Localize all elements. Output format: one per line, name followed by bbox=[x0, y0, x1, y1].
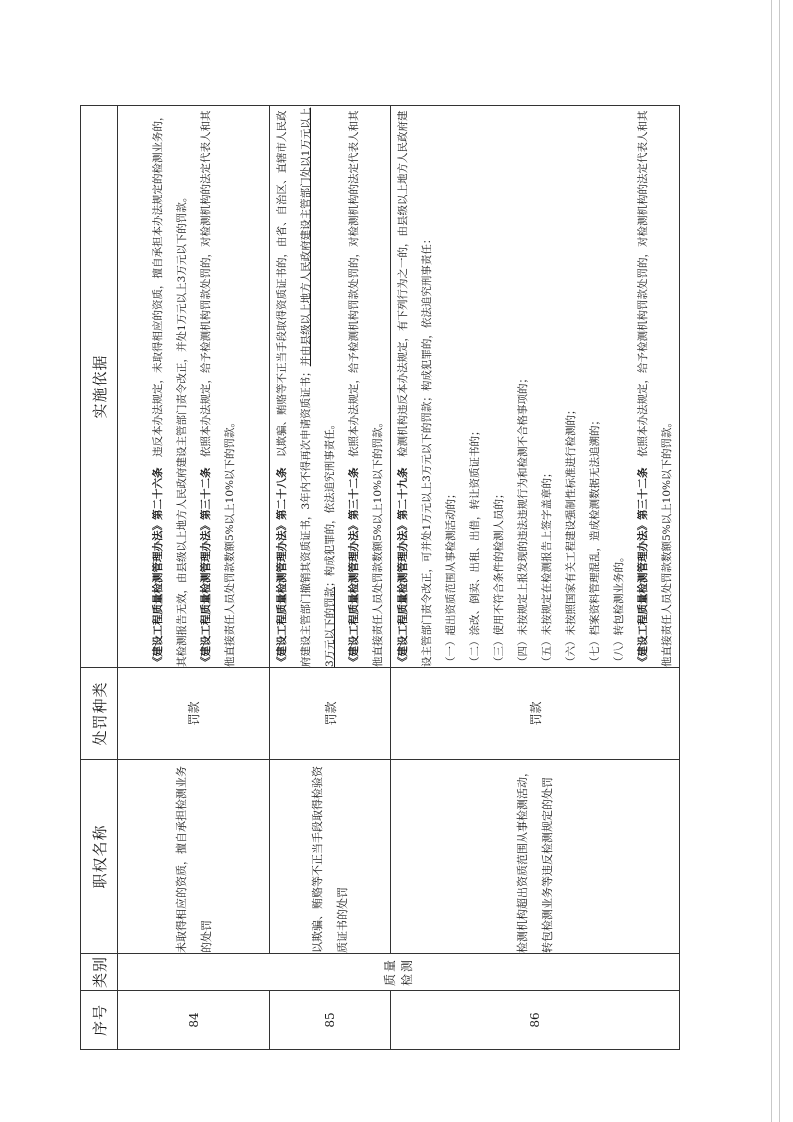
law-citation: 《建设工程质量检测管理办法》第三十二条 bbox=[348, 467, 360, 667]
power-name: 未取得相应的资质，擅自承担检测业务的处罚 bbox=[118, 760, 270, 954]
basis-text: 违反本办法规定，未取得相应的资质，擅自承担本办法规定的检测业务的，其检测报告无效，由县级以上地方人民政府建设主管部门责令改正，并处1万元以上3万元以下的罚款。 bbox=[151, 110, 188, 667]
category-label: 质量检测 bbox=[382, 958, 414, 987]
list-item: （一）超出资质范围从事检测活动的； bbox=[445, 488, 457, 667]
header-category: 类别 bbox=[81, 954, 118, 991]
basis-text: 以欺骗、贿赂等不正当手段取得资质证书的，由省、自治区、直辖市人民政府建设主管部门撤销其资质证书，3年内不得再次申请资质证书； bbox=[276, 110, 312, 667]
header-basis: 实施依据 bbox=[81, 106, 118, 668]
law-citation: 《建设工程质量检测管理办法》第三十二条 bbox=[199, 467, 212, 667]
penalty-table bbox=[80, 105, 680, 1050]
list-item: （七）档案资料管理混乱，造成检测数据无法追溯的； bbox=[589, 415, 601, 667]
category-cell bbox=[118, 954, 680, 991]
table-row bbox=[118, 106, 270, 1050]
list-item: （六）未按照国家有关工程建设强制性标准进行检测的； bbox=[565, 404, 577, 667]
penalty-type: 罚款 bbox=[391, 668, 680, 760]
rotated-page bbox=[80, 106, 673, 1050]
power-name: 以欺骗、贿赂等不正当手段取得检验资质证书的处罚 bbox=[270, 760, 391, 954]
basis-cell bbox=[270, 106, 391, 668]
basis-text: ；构成犯罪的，依法追究刑事责任。 bbox=[324, 418, 336, 587]
table-row bbox=[270, 106, 391, 1050]
scan-edge-line bbox=[779, 0, 780, 1122]
header-row bbox=[81, 106, 118, 1050]
list-item: （四）未按规定上报发现的违法违规行为和检测不合格事项的； bbox=[517, 373, 529, 667]
scan-edge-line bbox=[771, 0, 772, 1122]
header-power-name: 职权名称 bbox=[81, 760, 118, 954]
header-penalty-type: 处罚种类 bbox=[81, 668, 118, 760]
list-item: （八）转包检测业务的。 bbox=[613, 551, 625, 667]
law-citation: 《建设工程质量检测管理办法》第二十八条 bbox=[276, 467, 288, 667]
basis-text-underlined: 并由县级以上地方人民政府建设主管部门处以1万元以上3万元以下的罚款 bbox=[300, 107, 336, 667]
law-citation: 《建设工程质量检测管理办法》第二十九条 bbox=[397, 467, 409, 667]
table-row bbox=[391, 106, 680, 1050]
list-item: （三）使用不符合条件的检测人员的； bbox=[493, 488, 505, 667]
penalty-type: 罚款 bbox=[270, 668, 391, 760]
basis-text: 依照本办法规定，给予检测机构罚款处罚的，对检测机构的法定代表人和其他直接责任人员处罚款数额5%以上10%以下的罚款。 bbox=[199, 110, 236, 667]
row-number: 84 bbox=[118, 991, 270, 1050]
basis-text: 检测机构违反本办法规定，有下列行为之一的，由县级以上地方人民政府建设主管部门责令改正，可并处1万元以上3万元以下的罚款；构成犯罪的，依法追究刑事责任： bbox=[397, 110, 433, 667]
header-no: 序号 bbox=[81, 991, 118, 1050]
row-number: 85 bbox=[270, 991, 391, 1050]
law-citation: 《建设工程质量检测管理办法》第二十六条 bbox=[151, 467, 164, 667]
basis-text: 依照本办法规定，给予检测机构罚款处罚的，对检测机构的法定代表人和其他直接责任人员处罚款数额5%以上10%以下的罚款。 bbox=[348, 110, 384, 667]
penalty-type: 罚款 bbox=[118, 668, 270, 760]
list-item: （五）未按规定在检测报告上签字盖章的； bbox=[541, 467, 553, 667]
basis-text: 依照本办法规定，给予检测机构罚款处罚的，对检测机构的法定代表人和其他直接责任人员处罚款数额5%以上10%以下的罚款。 bbox=[637, 110, 673, 667]
power-name: 检测机构超出资质范围从事检测活动，转包检测业务等违反检测规定的处罚 bbox=[391, 760, 680, 954]
law-citation: 《建设工程质量检测管理办法》第三十二条 bbox=[637, 467, 649, 667]
basis-cell bbox=[391, 106, 680, 668]
list-item: （二）涂改、倒卖、出租、出借，转让资质证书的； bbox=[469, 425, 481, 667]
row-number: 86 bbox=[391, 991, 680, 1050]
basis-cell bbox=[118, 106, 270, 668]
